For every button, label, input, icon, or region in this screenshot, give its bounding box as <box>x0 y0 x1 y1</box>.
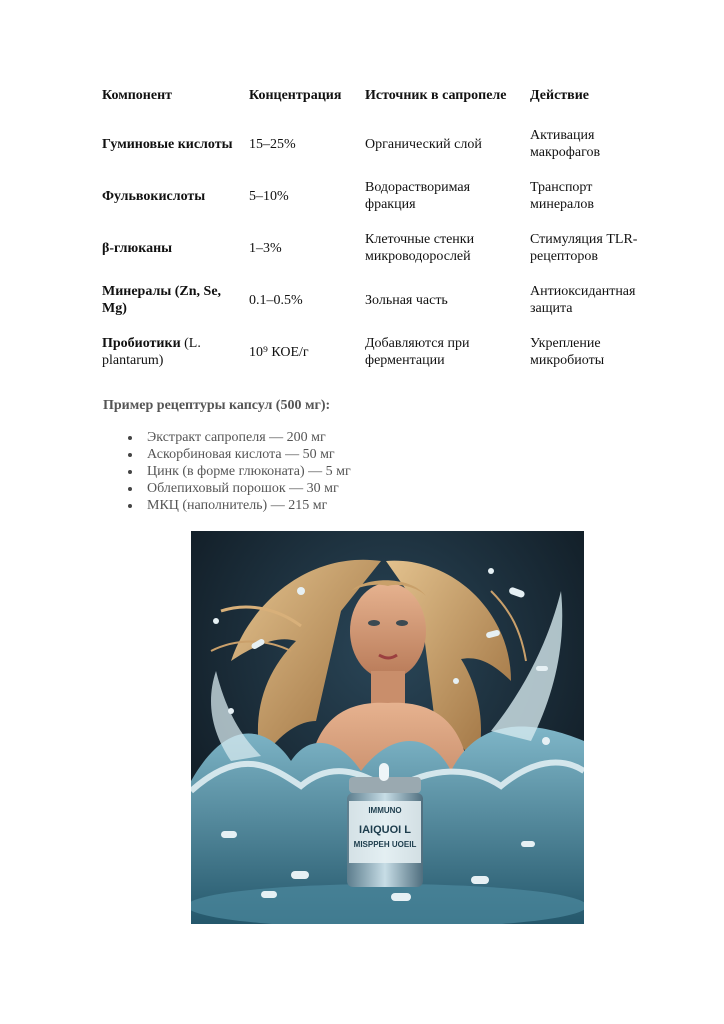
bullet-icon <box>128 453 132 457</box>
table-row <box>98 170 658 222</box>
component-name: Гуминовые кислоты <box>102 136 233 152</box>
list-item-text: МКЦ (наполнитель) — 215 мг <box>147 498 328 513</box>
jar-label-line1: IAIQUOI L <box>359 824 411 836</box>
list-item <box>128 429 351 446</box>
table-row <box>98 274 658 326</box>
cell-source: Зольная часть <box>365 292 448 308</box>
cell-concentration: 1–3% <box>249 240 282 256</box>
component-name: β-глюканы <box>102 240 173 256</box>
recipe-title: Пример рецептуры капсул (500 мг): <box>103 398 331 413</box>
list-item-text: Цинк (в форме глюконата) — 5 мг <box>147 464 351 479</box>
list-item-text: Аскорбиновая кислота — 50 мг <box>147 447 335 462</box>
hero-svg <box>191 531 584 924</box>
cell-action: Транспорт минералов <box>530 180 594 212</box>
list-item-text: Экстракт сапропеля — 200 мг <box>147 430 326 445</box>
pill-icon <box>379 763 389 781</box>
cell-action: Антиоксидантная защита <box>530 284 636 316</box>
cell-concentration: 15–25% <box>249 136 296 152</box>
cell-concentration: 10⁹ КОЕ/г <box>249 344 309 360</box>
list-item <box>128 480 351 497</box>
table-row <box>98 222 658 274</box>
list-item <box>128 446 351 463</box>
header-action: Действие <box>530 87 590 103</box>
list-item-text: Облепиховый порошок — 30 мг <box>147 481 339 496</box>
list-item <box>128 497 351 514</box>
bullet-icon <box>128 470 132 474</box>
component-extra: (L. plantarum) <box>102 336 201 368</box>
cell-source: Добавляются при ферментации <box>365 336 470 368</box>
list-item <box>128 463 351 480</box>
table-row <box>98 118 658 170</box>
header-concentration: Концентрация <box>249 87 342 103</box>
cell-component <box>98 170 245 222</box>
bullet-icon <box>128 487 132 491</box>
cell-action: Стимуляция TLR-рецепторов <box>530 232 638 264</box>
component-name: Фульвокислоты <box>102 188 206 204</box>
cell-action: Укрепление микробиоты <box>530 336 605 368</box>
cell-source: Клеточные стенки микроводорослей <box>365 232 475 264</box>
cell-source: Водорастворимая фракция <box>365 180 471 212</box>
recipe-list <box>128 429 351 514</box>
component-name: Пробиотики <box>102 336 181 351</box>
table-row <box>98 326 658 378</box>
header-source: Источник в сапропеле <box>365 87 507 103</box>
bullet-icon <box>128 504 132 508</box>
jar-brand: IMMUNO <box>368 806 402 815</box>
cell-action: Активация макрофагов <box>530 128 601 160</box>
header-component: Компонент <box>102 87 173 103</box>
table-header-row <box>98 72 658 118</box>
hero-illustration <box>191 531 584 924</box>
component-name: Минералы (Zn, Se, Mg) <box>102 284 222 316</box>
bullet-icon <box>128 436 132 440</box>
cell-concentration: 0.1–0.5% <box>249 292 303 308</box>
components-table <box>98 72 658 378</box>
cell-concentration: 5–10% <box>249 188 289 204</box>
supplement-jar <box>347 763 423 887</box>
cell-component <box>98 326 245 378</box>
cell-component <box>98 118 245 170</box>
cell-component <box>98 222 245 274</box>
cell-source: Органический слой <box>365 136 482 152</box>
cell-component <box>98 274 245 326</box>
jar-label-line2: MISPPEH UOEIL <box>353 840 417 849</box>
